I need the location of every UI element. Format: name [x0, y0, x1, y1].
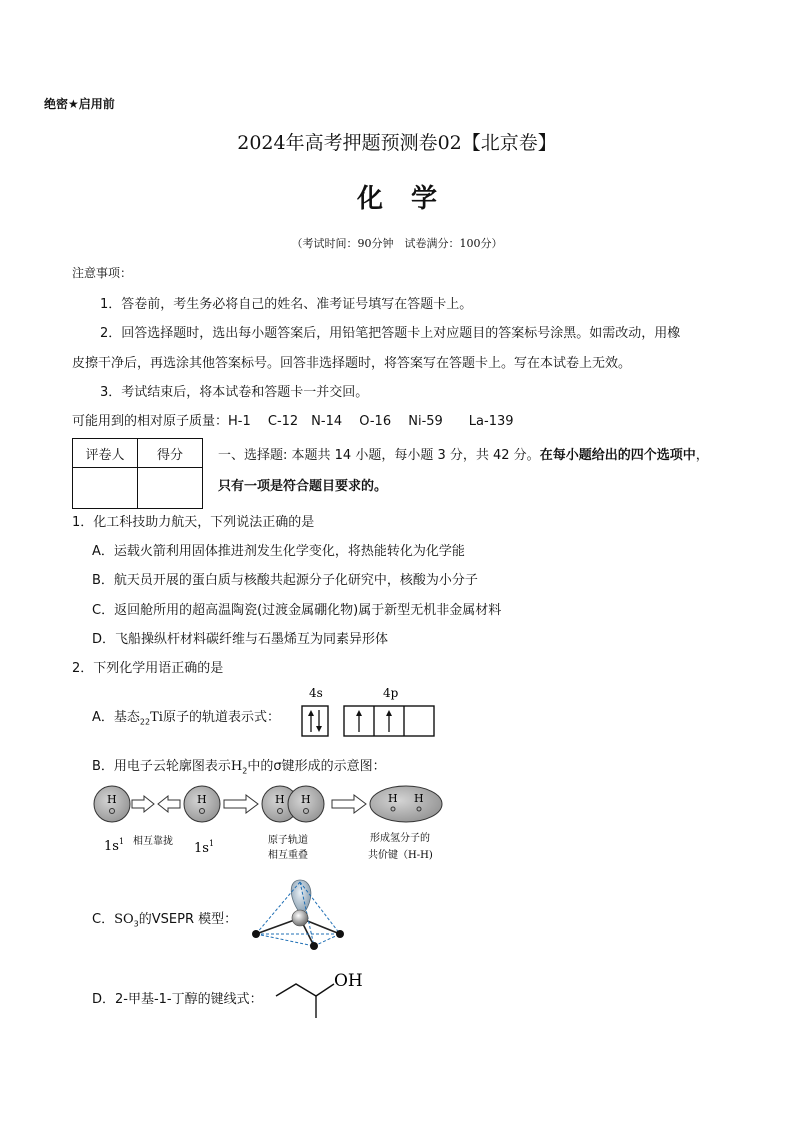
reviewer-header: 评卷人 [73, 439, 138, 468]
reviewer-cell[interactable] [73, 468, 138, 509]
section-desc: : 本题共 14 小题，每小题 3 分，共 42 分。 [283, 448, 540, 463]
section-heading [218, 444, 709, 463]
q2-c-suffix: 的VSEPR 模型： [138, 912, 238, 927]
h-atom-label: H [301, 793, 311, 806]
orbital-box-4s [302, 706, 328, 736]
orbital-diagram [296, 682, 446, 742]
q2-b-subscript: 2 [242, 766, 248, 776]
label-1s-right: $1s^1$ [194, 839, 215, 856]
section-line-2-text: 只有一项是符合题目要求的。 [218, 479, 388, 494]
arrow-right-icon [132, 796, 154, 812]
h2-molecule-orbital [370, 786, 442, 822]
h-atom-label: H [107, 793, 117, 806]
section-label: 一、选择题 [218, 448, 284, 463]
section-line-2 [218, 475, 387, 494]
q2-c-subscript: 3 [133, 919, 139, 929]
ligand-atom [252, 930, 260, 938]
q1-option-d: D．飞船操纵杆材料碳纤维与石墨烯互为同素异形体 [92, 632, 389, 647]
q2-option-c [92, 908, 237, 929]
q2-a-prefix: A．基态 [92, 710, 140, 725]
ligand-atom [310, 942, 318, 950]
q1-option-a: A．运载火箭利用固体推进剂发生化学变化，将热能转化为化学能 [92, 544, 465, 559]
q2-b-prefix: B．用电子云轮廓图表示 [92, 759, 231, 774]
q2-b-molecule: H [230, 759, 243, 774]
q2-c-prefix: C． [92, 912, 115, 927]
arrow-right-icon [332, 795, 366, 813]
subject-title: 化学 [356, 184, 465, 214]
section-desc-bold-1: 在每小题给出的 [539, 448, 631, 463]
q1-option-b: B．航天员开展的蛋白质与核酸共起源分子化研究中，核酸为小分子 [92, 573, 478, 588]
score-header: 得分 [138, 439, 203, 468]
label-form-2: 共价键（H-H) [368, 850, 433, 861]
q2-c-molecule: SO [114, 912, 134, 927]
label-overlap-1: 原子轨道 [268, 835, 308, 846]
notice-item-1: 1．答卷前，考生务必将自己的姓名、准考证号填写在答题卡上。 [100, 297, 473, 312]
label-form-1: 形成氢分子的 [370, 833, 430, 844]
notice-heading: 注意事项： [72, 266, 133, 280]
h2-sigma-bond-diagram [88, 780, 468, 870]
h-atom-label: H [388, 792, 398, 805]
score-cell[interactable] [138, 468, 203, 509]
atomic-mass-line: 可能用到的相对原子质量：H-1 C-12 N-14 O-16 Ni-59 La-139 [72, 414, 514, 429]
notice-item-2b: 皮擦干净后，再选涂其他答案标号。回答非选择题时，将答案写在答题卡上。写在本试卷上无效。 [72, 356, 632, 371]
q2-a-suffix: 原子的轨道表示式： [162, 710, 280, 725]
section-comma: ， [695, 448, 709, 463]
q2-option-d: D．2-甲基-1-丁醇的键线式： [92, 992, 263, 1007]
central-atom [292, 910, 308, 926]
q2-a-element: Ti [150, 710, 163, 725]
exam-info: （考试时间：90分钟 试卷满分：100分） [291, 237, 503, 250]
q2-option-a [92, 706, 280, 727]
vsepr-model-diagram [246, 876, 356, 956]
arrow-right-icon [224, 795, 258, 813]
notice-item-2a: 2．回答选择题时，选出每小题答案后，用铅笔把答题卡上对应题目的答案标号涂黑。如需改动，用橡 [100, 326, 681, 341]
h-atom-label: H [197, 793, 207, 806]
q2-a-atomic-number: 22 [139, 717, 151, 727]
ligand-atom [336, 930, 344, 938]
label-approach: 相互靠拢 [133, 836, 173, 847]
skeletal-formula [270, 966, 370, 1022]
secret-label: 绝密★启用前 [44, 97, 115, 111]
q1-option-c: C．返回舱所用的超高温陶瓷(过渡金属硼化物)属于新型无机非金属材料 [92, 603, 502, 618]
exam-title: 2024年高考押题预测卷02【北京卷】 [237, 132, 557, 154]
q2-stem: 2．下列化学用语正确的是 [72, 661, 224, 676]
orbital-4p-label: 4p [383, 686, 399, 700]
h-atom-label: H [414, 792, 424, 805]
section-desc-bold-2: 四个选项中 [630, 448, 696, 463]
q2-b-suffix: 中的σ键形成的示意图： [247, 759, 386, 774]
score-table [72, 438, 203, 509]
q2-option-b [92, 755, 386, 776]
q1-stem: 1．化工科技助力航天，下列说法正确的是 [72, 515, 315, 530]
label-overlap-2: 相互重叠 [268, 850, 308, 861]
orbital-4s-label: 4s [309, 686, 323, 700]
h-atom-label: H [275, 793, 285, 806]
label-1s-left: $1s^1$ [104, 837, 125, 854]
arrow-left-icon [158, 796, 180, 812]
hydroxyl-label: OH [334, 971, 363, 991]
notice-item-3: 3．考试结束后，将本试卷和答题卡一并交回。 [100, 385, 369, 400]
